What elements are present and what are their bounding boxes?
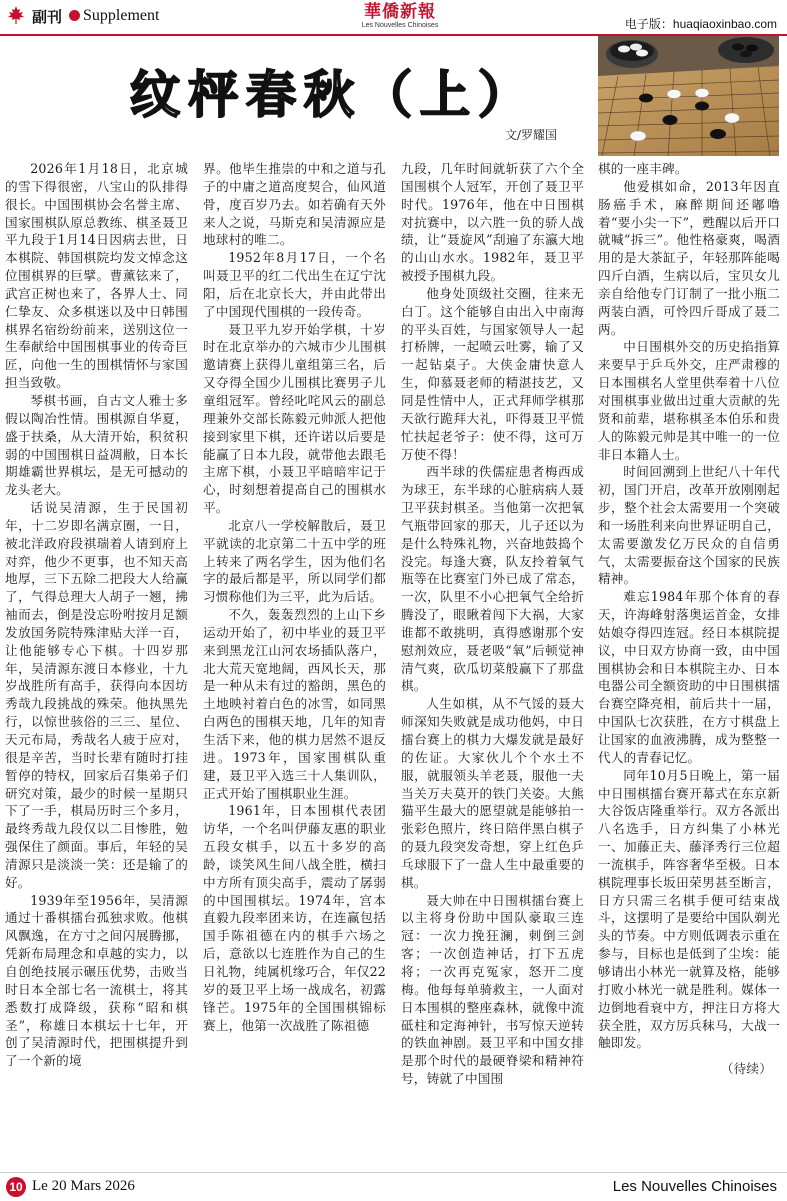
paragraph: 1952年8月17日，一个名叫聂卫平的红二代出生在辽宁沈阳，后在北京长大，并由此带出了中国现代围棋的一段传奇。 [203, 250, 386, 319]
article-column-1 [5, 160, 188, 1165]
paragraph: 琴棋书画，自古文人雅士多假以陶冶性情。围棋源自华夏，盛于扶桑，从大清开始，积贫积弱的中国围棋日益凋敝，日本长期雄霸世界棋坛，是无可撼动的龙头老大。 [5, 392, 188, 498]
page-header [0, 0, 787, 36]
masthead-subtitle: Les Nouvelles Chinoises [361, 22, 439, 29]
article-column-4 [598, 160, 780, 1165]
masthead [350, 2, 450, 30]
page-footer [0, 1172, 787, 1201]
paragraph: 棋的一座丰碑。 [598, 161, 688, 176]
to-be-continued: （待续） [720, 1061, 772, 1077]
paragraph: 聂大帅在中日围棋擂台赛上以主将身份助中国队豪取三连冠：一次力挽狂澜，刺倒三剑客；一次创造神话，打下五虎将；一次再克冤家，怒开二度梅。他每每单骑救主，一人面对日本围棋的整座森林，就像中流砥柱和定海神针，书写惊天逆转的铁血神剧。聂卫平和中国女排是那个时代的最硬脊梁和精神符号，铸就了中国围 [401, 892, 584, 1087]
article-column-2 [203, 160, 386, 1165]
paragraph: 不久，轰轰烈烈的上山下乡运动开始了，初中毕业的聂卫平来到黑龙江山河农场插队落户，北大荒天宽地阔，西风长天，那是一种从未有过的豁朗，黑色的土地映衬着白色的冰雪，如同黑白两色的围棋天地，几年的知青生活下来，他的棋力居然不退反进。1973年，国家围棋队重建，聂卫平入选三十人集训队，正式开始了围棋职业生涯。 [203, 607, 386, 801]
masthead-title: 華僑新報 [364, 2, 436, 22]
byline: 文/罗耀国 [505, 128, 558, 142]
paragraph: 西半球的佚儒症患者梅西成为球王，东半球的心脏病病人聂卫平获封棋圣。当他第一次把氧气瓶带回家的那天，儿子还以为是什么特殊礼物，兴奋地鼓捣个没完。每逢大赛，队友拎着氧气瓶等在比赛室门外已成了常态，一次，队里不小心把氧气全给折腾没了，眼瞅着闯下大祸，大家谁都不敢挑明，真得感谢那个安慰剂效应，聂老吸“氧”后顿觉神清气爽，砍瓜切菜般赢下了那盘棋。 [401, 464, 584, 694]
article-title: 纹枰春秋（上） [130, 66, 536, 124]
maple-leaf-icon [6, 5, 26, 25]
paragraph: 北京八一学校解散后，聂卫平就读的北京第二十五中学的班上转来了两名学生，因为他们名字的最后都是平，所以同学们都习惯称他们为三平，此为后话。 [203, 517, 386, 605]
paper-name: Les Nouvelles Chinoises [612, 1178, 777, 1195]
issue-date: Le 20 Mars 2026 [32, 1178, 135, 1194]
section-name: 副刊 [32, 8, 63, 26]
paragraph: 同年10月5日晚上，第一届中日围棋擂台赛开幕式在东京新大谷饭店隆重举行。双方各派出八名选手，日方纠集了小林光一、加藤正夫、藤泽秀行三位超一流棋手，阵容奢华至极。日本棋院理事长坂田荣男甚至断言，日方只需三名棋手便可结束战斗，这摆明了是要给中国队剃光头的节奏。中方则低调表示重在参与，目标也是低到了尘埃：能够请出小林光一就算及格，能够打败小林光一就是胜利。媒体一边倒地看衰中方，押注日方将大获全胜，双方厉兵秣马，大战一触即发。 [598, 767, 780, 1051]
paragraph: 难忘1984年那个体育的春天，许海峰射落奥运首金，女排姑娘夺得四连冠。经日本棋院提议，中日双方协商一致，由中国围棋协会和日本棋院主办、日本电器公司全额资助的中日围棋擂台赛空降亮相，前后共十一届，中国队七次获胜，在方寸棋盘上让国家的血液沸腾，成为整整一代人的青春记忆。 [598, 589, 780, 765]
paragraph: 人生如棋，从不气馁的聂大师深知失败就是成功他妈，中日擂台赛上的棋力大爆发就是最好的佐证。大家伙儿个个水土不服，就服领头羊老聂，服他一夫当关万夫莫开的铁门关姿。大熊猫平生最大的愿望就是能够拍一张彩色照片，终日陪伴黑白棋子的聂九段突发奇想，穿上红色乒乓球服下了一盘人生中最重要的棋。 [401, 696, 584, 890]
paragraph: 2026年1月18日，北京城的雪下得很密，八宝山的队排得很长。中国围棋协会名誉主席、国家围棋队原总教练、棋圣聂卫平九段于1月14日因病去世，日本棋院、韩国棋院均发文悼念这位围棋界的巨擘。曹薰铉来了，武宫正树也来了，各界人士、同仁挚友、众多棋迷以及中日韩围棋界名宿纷纷前来，送别这位一生奉献给中国围棋事业的传奇巨匠，向他一生的围棋情怀与家国担当致敬。 [5, 161, 188, 391]
page-number: 10 [6, 1177, 26, 1197]
paragraph: 聂卫平九岁开始学棋，十岁时在北京举办的六城市少儿围棋邀请赛上获得儿童组第三名，后又夺得全国少儿围棋比赛男子儿童组冠军。曾经叱咤风云的副总理兼外交部长陈毅元帅派人把他接到家里下棋，还许诺以后要是能赢了日本九段，就带他去跟毛主席下棋，小聂卫平暗暗牢记于心，时刻想着提高自己的围棋水平。 [203, 321, 386, 516]
eweb-link[interactable]: 电子版：huaqiaoxinbao.com [624, 17, 777, 31]
red-dot-icon [69, 10, 80, 21]
paragraph: 1939年至1956年，吴清源通过十番棋擂台孤独求败。他棋风飘逸，在方寸之间闪展腾挪，凭新布局理念和卓越的实力，以自创绝技展示碾压优势，击败当时日本全部七名一流棋士，将其悉数打成降级，获称“昭和棋圣”，称雄日本棋坛十七年，开创了吴清源时代，把围棋提升到了一个新的境 [5, 892, 188, 1069]
paragraph: 界。他毕生推崇的中和之道与孔子的中庸之道高度契合，仙风道骨，度百岁乃去。如若确有天外来人之说，马斯克和吴清源应是地球村的唯二。 [203, 161, 386, 248]
paragraph: 1961年，日本围棋代表团访华，一个名叫伊藤友惠的职业五段女棋手，以五十多岁的高龄，谈笑风生间八战全胜，横扫中方所有顶尖高手，震动了孱弱的中国围棋坛。1974年，宫本直毅九段率团来访，在连赢包括国手陈祖德在内的棋手六场之后，意欲以七连胜作为自己的生日礼物，纯属机缘巧合，年仅22岁的聂卫平上场一战成名，初露锋芒。1975年的全国围棋锦标赛上，他第一次战胜了陈祖德 [203, 803, 386, 1033]
paragraph: 他爱棋如命，2013年因直肠癌手术，麻醉期间还嘟噜着“要小尖一下”，甦醒以后开口就喊“拆三”。他性格豪爽，喝酒用的是大茶缸子，年轻那阵能喝四斤白酒，生病以后，宝贝女儿亲自给他专门订制了一批小瓶二两装白酒，可怜四斤哥成了聂二两。 [598, 178, 780, 337]
paragraph: 他身处顶级社交圈，往来无白丁。这个能够自由出入中南海的平头百姓，与国家领导人一起打桥牌，一起喷云吐雾，输了又一起钻桌子。大侠金庸快意人生，仰慕聂老师的精湛技艺，又同是性情中人，正式拜师学棋那天欲行跪拜大礼，吓得聂卫平慌忙扶起老爷子：使不得，这可万万使不得！ [401, 285, 584, 462]
paragraph: 时间回溯到上世纪八十年代初，国门开启，改革开放刚刚起步，整个社会太需要用一个突破和一场胜利来向世界证明自己，太需要激发亿万民众的自信勇气，太需要振奋这个国家的民族精神。 [598, 464, 780, 587]
supplement-label: Supplement [83, 7, 160, 24]
paragraph: 话说吴清源，生于民国初年，十二岁即名满京圈，一日，被北洋政府段祺瑞着人请到府上对弈，他少不更事，也不知天高地厚，三下五除二把段大人给赢了，气得总理大人胡子一翘，拂袖而去，倒是没忘吩咐按月足额发放国务院特殊津贴大洋一百，让他能够专心下棋。十四岁那年，吴清源东渡日本修业，十九岁战胜所有高手，获得向本因坊秀哉九段挑战的殊荣。他执黑先行，以惊世骇俗的三三、星位、天元布局，秀哉名人疲于应对，很是辛苦，当时长辈有随时打挂暂停的特权，回家后召集弟子们研究对策，最少的时候一星期只下了一手，棋局历时三个多月，最终秀哉九段仅以二目惨胜，勉强保住了颜面。事后，年轻的吴清源只是淡淡一笑：还是输了的好。 [5, 500, 188, 890]
paragraph: 中日围棋外交的历史掐指算来要早于乒乓外交，庄严肃穆的日本围棋名人堂里供奉着十八位对围棋事业做出过重大贡献的先贤和前辈，堪称棋圣本伯乐和贵人的陈毅元帅是其中唯一的一位非日本籍人士。 [598, 339, 780, 462]
article-column-3 [401, 160, 584, 1165]
go-board-photo [598, 36, 779, 156]
paragraph: 九段，几年时间就斩获了六个全国围棋个人冠军，开创了聂卫平时代。1976年，他在中日围棋对抗赛中，以六胜一负的骄人战绩，让“聂旋风”刮遍了东瀛大地的山山水水。1982年，聂卫平被授予围棋九段。 [401, 161, 584, 284]
